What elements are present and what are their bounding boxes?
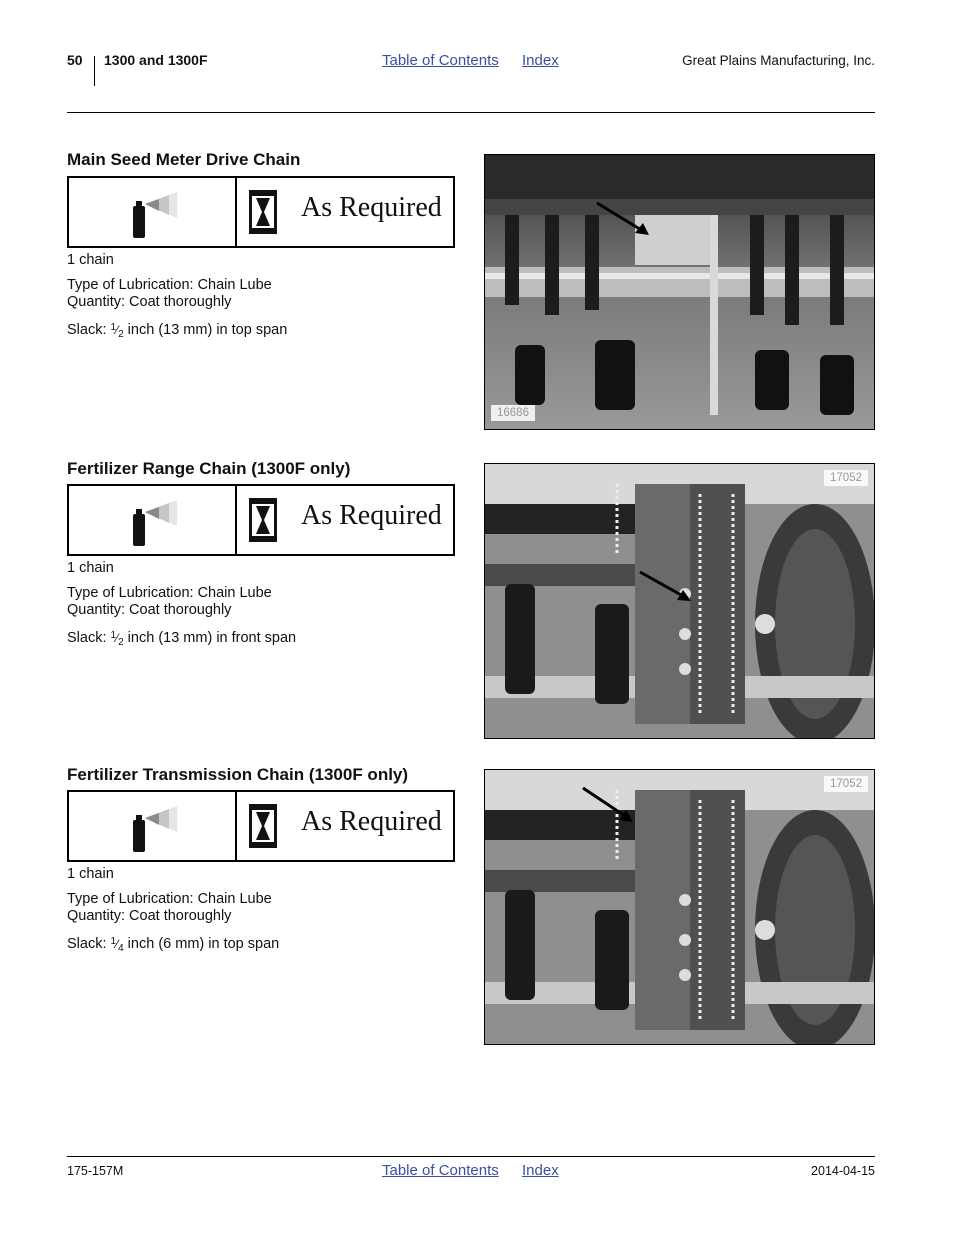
slack-spec — [67, 627, 296, 651]
slack-text: inch (13 mm) in top span — [123, 322, 288, 338]
page-number: 50 — [67, 52, 83, 68]
lube-interval-cell — [237, 486, 453, 554]
photo-number: 17052 — [824, 470, 868, 486]
spray-can-icon — [127, 498, 183, 546]
slack-spec — [67, 319, 287, 343]
slack-denominator: 2 — [118, 637, 124, 648]
chain-count: 1 chain — [67, 252, 114, 268]
slack-spec — [67, 933, 279, 957]
lubrication-quantity: Quantity: Coat thoroughly — [67, 294, 232, 310]
slack-fraction: $^1⁄_2$ — [110, 322, 124, 340]
slack-numerator: 1 — [110, 630, 117, 641]
lubrication-type: Type of Lubrication: Chain Lube — [67, 277, 272, 293]
chain-count: 1 chain — [67, 560, 114, 576]
section-details — [67, 560, 296, 651]
section-details — [67, 866, 279, 957]
company-name: Great Plains Manufacturing, Inc. — [682, 53, 875, 68]
interval-label: As Required — [301, 192, 442, 223]
slack-label: Slack: — [67, 936, 111, 952]
section-title-fertilizer-range: Fertilizer Range Chain (1300F only) — [67, 459, 351, 478]
photo-fertilizer-transmission-chain — [484, 769, 875, 1045]
header-divider — [94, 56, 95, 86]
lube-interval-cell — [237, 178, 453, 246]
slack-fraction: $^1⁄_2$ — [110, 630, 124, 648]
lube-method-cell — [69, 486, 237, 554]
doc-number: 175-157M — [67, 1164, 124, 1178]
section-details — [67, 252, 287, 343]
lubrication-type: Type of Lubrication: Chain Lube — [67, 585, 272, 601]
footer-index-link[interactable]: Index — [522, 1162, 559, 1179]
lube-method-cell — [69, 178, 237, 246]
hourglass-icon — [249, 804, 277, 848]
slack-text: inch (6 mm) in top span — [123, 936, 280, 952]
lube-interval-box — [67, 176, 455, 248]
slack-denominator: 2 — [118, 329, 124, 340]
model-title: 1300 and 1300F — [104, 52, 208, 68]
lubrication-quantity: Quantity: Coat thoroughly — [67, 602, 232, 618]
photo-number: 17052 — [824, 776, 868, 792]
photo-number: 16686 — [491, 405, 535, 421]
publish-date: 2014-04-15 — [811, 1164, 875, 1178]
lube-interval-box — [67, 790, 455, 862]
header-index-link[interactable]: Index — [522, 52, 559, 69]
photo-illustration — [485, 770, 874, 1044]
section-title-fertilizer-transmission: Fertilizer Transmission Chain (1300F only) — [67, 765, 409, 784]
header-rule — [67, 112, 875, 113]
footer-toc-link[interactable]: Table of Contents — [382, 1162, 499, 1179]
slack-label: Slack: — [67, 322, 111, 338]
spray-can-icon — [127, 804, 183, 852]
lube-interval-box — [67, 484, 455, 556]
photo-seed-meter-drive-chain — [484, 154, 875, 430]
hourglass-icon — [249, 190, 277, 234]
lube-interval-cell — [237, 792, 453, 860]
spray-can-icon — [127, 190, 183, 238]
footer-rule — [67, 1156, 875, 1157]
interval-label: As Required — [301, 806, 442, 837]
interval-label: As Required — [301, 500, 442, 531]
hourglass-icon — [249, 498, 277, 542]
lubrication-type: Type of Lubrication: Chain Lube — [67, 891, 272, 907]
slack-denominator: 4 — [118, 943, 124, 954]
photo-illustration — [485, 155, 874, 429]
photo-fertilizer-range-chain — [484, 463, 875, 739]
section-title-main-seed-meter: Main Seed Meter Drive Chain — [67, 150, 301, 169]
slack-label: Slack: — [67, 630, 111, 646]
lubrication-quantity: Quantity: Coat thoroughly — [67, 908, 232, 924]
slack-text: inch (13 mm) in front span — [123, 630, 297, 646]
chain-count: 1 chain — [67, 866, 114, 882]
header-toc-link[interactable]: Table of Contents — [382, 52, 499, 69]
lube-method-cell — [69, 792, 237, 860]
slack-fraction: $^1⁄_4$ — [110, 936, 124, 954]
slack-numerator: 1 — [110, 936, 117, 947]
slack-numerator: 1 — [110, 322, 117, 333]
photo-illustration — [485, 464, 874, 738]
